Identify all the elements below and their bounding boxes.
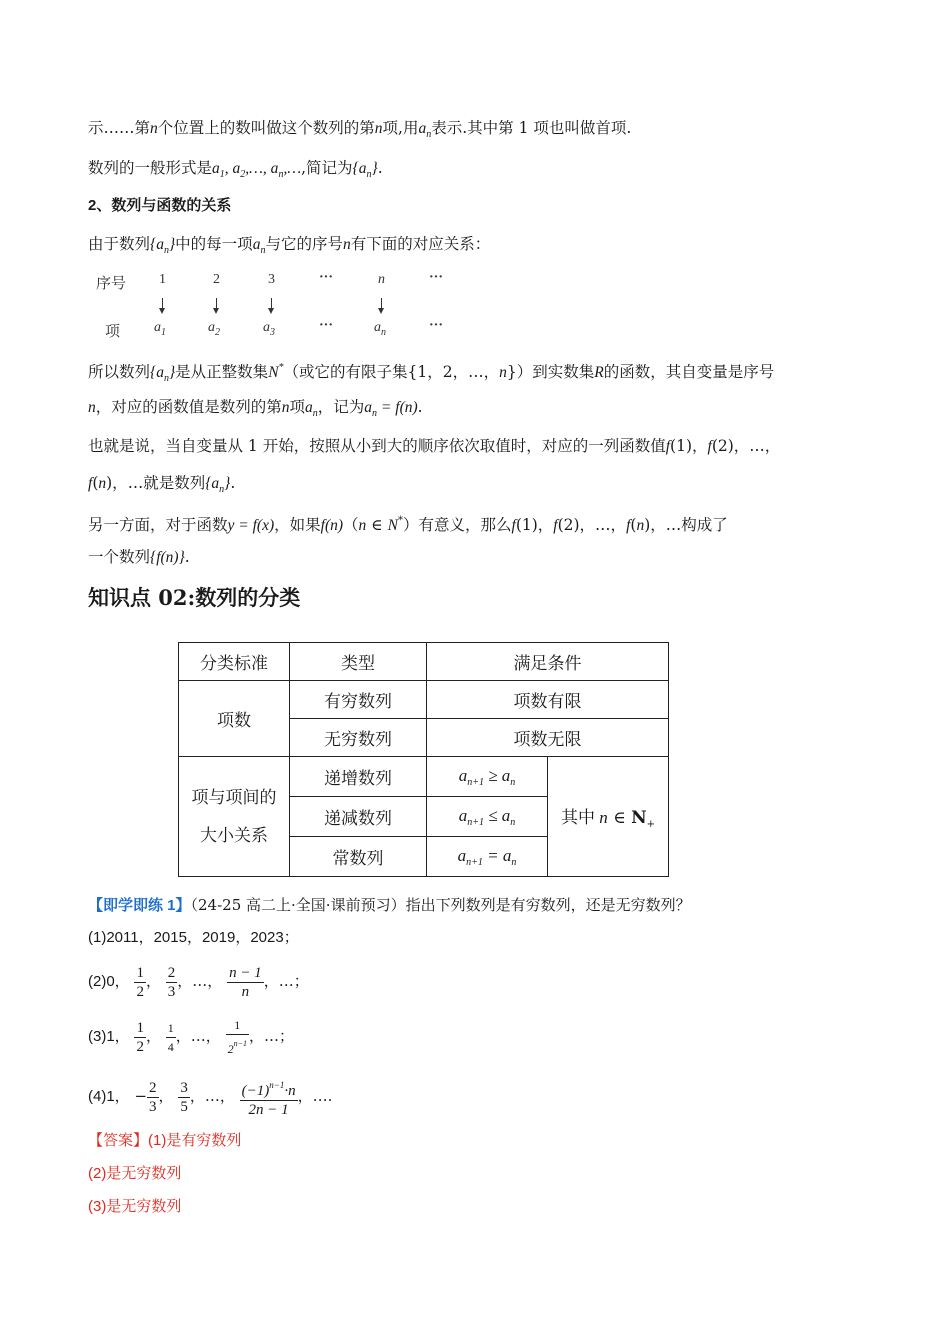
para4-line2: f(n)，…就是数列$\{a_n\}$. xyxy=(88,474,236,495)
table-cell-decreasing: 递减数列 xyxy=(290,797,427,837)
table-cell-infinite-cond: 项数无限 xyxy=(427,719,669,757)
term-a2: $a_2$ xyxy=(208,320,220,338)
para1-line1: 示……第n个位置上的数叫做这个数列的第n项,用$a_n$表示.其中第 1 项也叫做首项. xyxy=(88,119,632,140)
term-dots-2: ··· xyxy=(429,318,444,333)
knowledge-point-heading: 知识点 02:数列的分类 xyxy=(88,585,301,610)
table-header-type: 类型 xyxy=(290,643,427,681)
question-3: (3)1， $\frac{1}{2}$ ， $\frac{1}{4}$ ，…， $\frac{1}{2^{n-1}}$ ，…； xyxy=(88,1018,294,1056)
table-cell-n-condition: 其中 n ∈ $N_+$ xyxy=(548,757,669,877)
table-cell-constant: 常数列 xyxy=(290,837,427,877)
question-1: (1)2011，2015，2019，2023； xyxy=(88,929,299,946)
para3-line2: n，对应的函数值是数列的第n项$a_n$，记为$a_n = f(n)$. xyxy=(88,398,423,419)
index-n: n xyxy=(378,272,385,287)
table-cell-finite: 有穷数列 xyxy=(290,681,427,719)
section2-intro: 由于数列$\{a_n\}$中的每一项$a_n$与它的序号n有下面的对应关系： xyxy=(88,235,491,256)
para5-line1: 另一方面，对于函数y = f(x)，如果f(n)（n ∈ N*）有意义，那么f(1)，f(2)，…，f(n)，…构成了 xyxy=(88,515,728,534)
index-3: 3 xyxy=(268,272,275,287)
table-header-standard: 分类标准 xyxy=(179,643,290,681)
table-header-condition: 满足条件 xyxy=(427,643,669,681)
answer-3: (3)是无穷数列 xyxy=(88,1198,182,1215)
answer-2: (2)是无穷数列 xyxy=(88,1165,182,1182)
table-cell-size-relation: 项与项间的大小关系 xyxy=(179,757,290,877)
para1-line2: 数列的一般形式是$a_1$, $a_2,\dots$, $a_n,\dots$,简记为$\{a_n\}$. xyxy=(88,159,383,180)
table-cell-increasing: 递增数列 xyxy=(290,757,427,797)
term-a3: $a_3$ xyxy=(263,320,275,338)
term-dots-1: ··· xyxy=(319,318,334,333)
section2-title: 2、数列与函数的关系 xyxy=(88,197,232,214)
index-dots-2: ··· xyxy=(429,270,444,285)
question-4: (4)1， − $\frac{2}{3}$ ， $\frac{3}{5}$ ，…， $\frac{(-1)^{n-1}\cdot n}{2n - 1}$ ，…. xyxy=(88,1074,332,1119)
term-an: $a_n$ xyxy=(374,320,386,338)
row-label-term: 项 xyxy=(105,324,121,340)
index-1: 1 xyxy=(159,272,166,287)
classification-table xyxy=(178,642,669,877)
table-cell-finite-cond: 项数有限 xyxy=(427,681,669,719)
answer-1: 【答案】(1)是有穷数列 xyxy=(88,1132,242,1149)
term-a1: $a_1$ xyxy=(154,320,166,338)
table-cell-increasing-cond: $a_{n+1} \ge a_n$ xyxy=(427,757,548,797)
arrow-down-icon xyxy=(216,298,217,312)
table-cell-constant-cond: $a_{n+1} = a_n$ xyxy=(427,837,548,877)
table-cell-term-count: 项数 xyxy=(179,681,290,757)
para5-line2: 一个数列{f(n)}. xyxy=(88,548,190,566)
index-2: 2 xyxy=(213,272,220,287)
arrow-down-icon xyxy=(162,298,163,312)
table-cell-infinite: 无穷数列 xyxy=(290,719,427,757)
question-2: (2)0， $\frac{1}{2}$ ， $\frac{2}{3}$ ，…， $\frac{n - 1}{n}$ ，…； xyxy=(88,964,309,1000)
table-cell-decreasing-cond: $a_{n+1} \le a_n$ xyxy=(427,797,548,837)
para4-line1: 也就是说，当自变量从 1 开始，按照从小到大的顺序依次取值时，对应的一列函数值f(1)，f(2)，…， xyxy=(88,437,781,455)
arrow-down-icon xyxy=(381,298,382,312)
row-label-index: 序号 xyxy=(96,276,127,292)
index-dots-1: ··· xyxy=(319,270,334,285)
para3-line1: 所以数列$\{a_n\}$是从正整数集N*（或它的有限子集{1，2，…，n}）到实数集R的函数，其自变量是序号 xyxy=(88,362,775,384)
arrow-down-icon xyxy=(271,298,272,312)
exercise-header: 【即学即练 1】（24-25 高二上·全国·课前预习）指出下列数列是有穷数列，还是无穷数列？ xyxy=(88,896,691,914)
